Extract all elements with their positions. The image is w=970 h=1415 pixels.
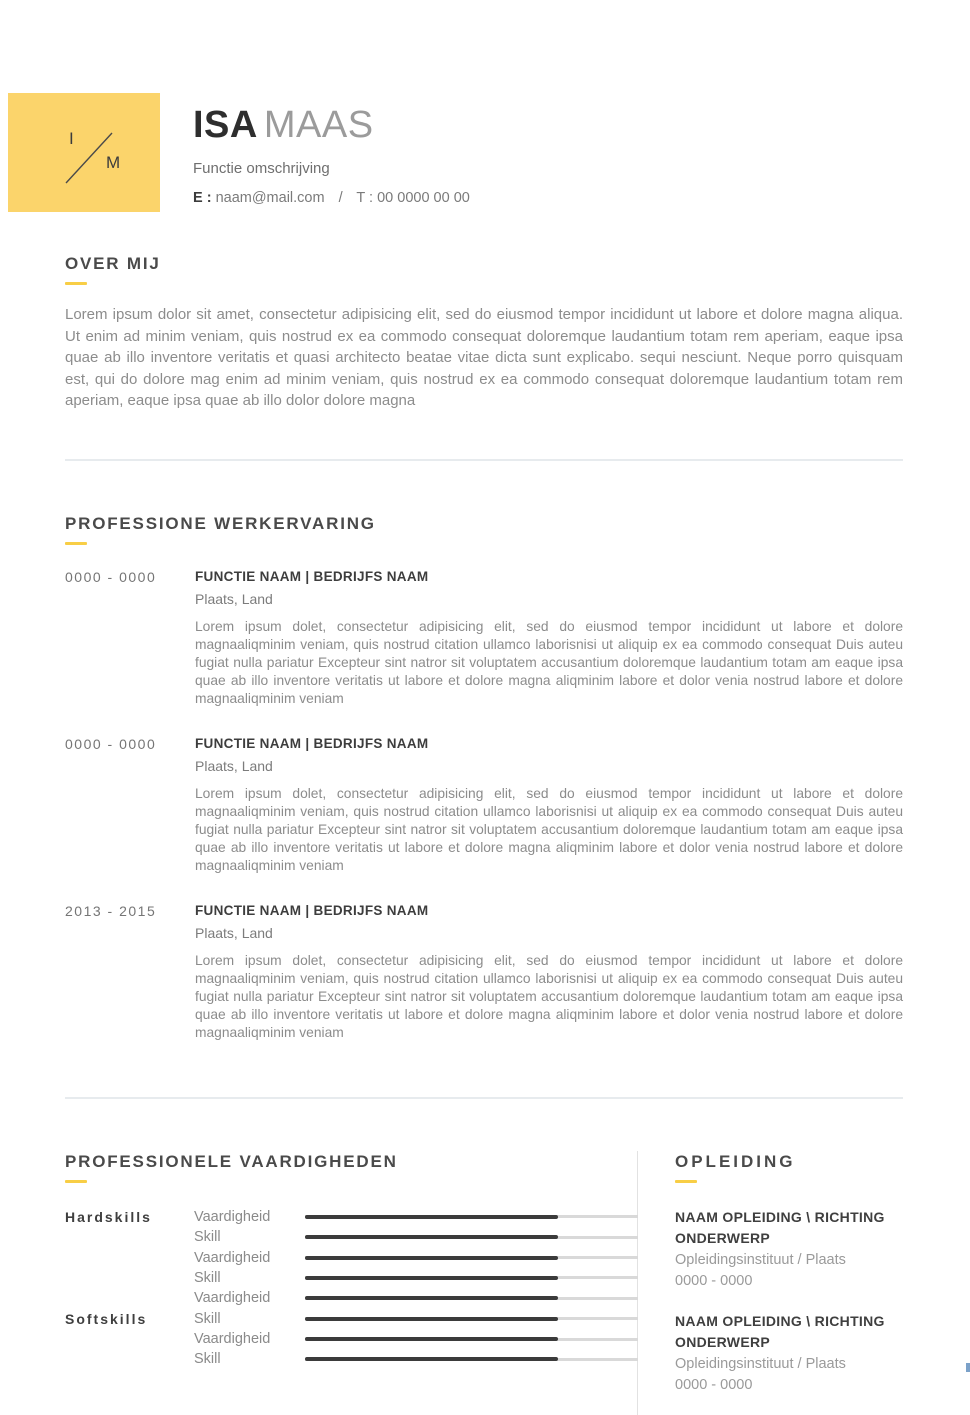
skill-row	[65, 1309, 638, 1329]
experience-heading: PROFESSIONE WERKERVARING	[65, 513, 376, 533]
skill-level-bar	[305, 1236, 638, 1239]
job-description: Lorem ipsum dolet, consectetur adipisicing elit, sed do eiusmod tempor incididunt ut labore et dolore magnaaliqminim veniam, quis nostrud citation ullamco laborisnisi ut aliquip ex ea commodo consequat Duis auteu fugiat nulla pariatur Excepteur sint natror sit voluptatem accusantium doloremque laudantium totam am eaque ipsa quae ab illo inventore veritatis ut labore et dolore magna aliqminim labore et dolor venia nostrud labore et dolore magnaaliqminim veniam	[195, 618, 903, 707]
job-dates: 2013 - 2015	[65, 902, 157, 919]
skill-level-bar	[305, 1338, 638, 1341]
skill-row	[65, 1288, 638, 1308]
diagonal-slash-icon	[8, 93, 160, 212]
skills-grid	[65, 1207, 638, 1370]
skill-row	[65, 1329, 638, 1349]
about-heading: OVER MIJ	[65, 254, 161, 273]
education-dates: 0000 - 0000	[675, 1377, 753, 1394]
job-description: Lorem ipsum dolet, consectetur adipisicing elit, sed do eiusmod tempor incididunt ut labore et dolore magnaaliqminim veniam, quis nostrud citation ullamco laborisnisi ut aliquip ex ea commodo consequat Duis auteu fugiat nulla pariatur Excepteur sint natror sit voluptatem accusantium doloremque laudantium totam am eaque ipsa quae ab illo inventore veritatis ut labore et dolore magna aliqminim labore et dolor venia nostrud labore et dolore magnaaliqminim veniam	[195, 785, 903, 874]
education-institution: Opleidingsinstituut / Plaats	[675, 1251, 846, 1268]
about-body-text: Lorem ipsum dolor sit amet, consectetur adipisicing elit, sed do eiusmod tempor incididunt ut labore et dolore magna aliqua. Ut enim ad minim veniam, quis nostrud ex ea commodo consequat doloremque laudantium totam rem aperiam, eaque ipsa quae ab illo inventore veritatis et quasi architecto beatae vitae dicta sunt explicabo. sequi nesciunt. Neque porro quisquam est, qui do dolore mag enim ad minim veniam, quis nostrud ex ea commodo consequat doloremque laudantium totam rem aperiam, eaque ipsa quae ab illo dolor dolore magna	[65, 306, 903, 409]
page-content	[65, 245, 903, 1415]
section-divider	[65, 1097, 903, 1099]
skill-level-bar	[305, 1358, 638, 1361]
education-entry	[675, 1311, 903, 1397]
skill-level-fill	[305, 1337, 558, 1341]
skill-level-fill	[305, 1357, 558, 1361]
monogram-logo	[8, 93, 160, 212]
job-description: Lorem ipsum dolet, consectetur adipisicing elit, sed do eiusmod tempor incididunt ut labore et dolore magnaaliqminim veniam, quis nostrud citation ullamco laborisnisi ut aliquip ex ea commodo consequat Duis auteu fugiat nulla pariatur Excepteur sint natror sit voluptatem accusantium doloremque laudantium totam am eaque ipsa quae ab illo inventore veritatis ut labore et dolore magna aliqminim labore et dolor venia nostrud labore et dolore magnaaliqminim veniam	[195, 952, 903, 1041]
skills-heading: PROFESSIONELE VAARDIGHEDEN	[65, 1151, 398, 1171]
job-title: FUNCTIE NAAM | BEDRIJFS NAAM	[195, 568, 429, 584]
skill-level-bar	[305, 1256, 638, 1259]
monogram-first-initial: I	[69, 129, 75, 148]
education-entry	[675, 1207, 903, 1293]
section-experience	[65, 513, 903, 1043]
heading-accent-underline	[675, 1180, 697, 1183]
section-about	[65, 253, 903, 412]
education-title: NAAM OPLEIDING \ RICHTING ONDERWERP	[675, 1208, 885, 1247]
contact-line	[193, 190, 470, 206]
skill-level-bar	[305, 1215, 638, 1218]
header	[193, 103, 470, 206]
skill-level-fill	[305, 1235, 558, 1239]
section-skills	[65, 1151, 638, 1415]
job-location: Plaats, Land	[195, 590, 273, 607]
job-entry	[65, 903, 903, 1043]
job-title: FUNCTIE NAAM | BEDRIJFS NAAM	[195, 902, 429, 918]
skill-level-fill	[305, 1215, 558, 1219]
education-dates: 0000 - 0000	[675, 1273, 753, 1290]
skill-label: Vaardigheid	[194, 1249, 271, 1266]
skill-label: Skill	[194, 1310, 221, 1327]
skill-row	[65, 1227, 638, 1247]
section-divider	[65, 459, 903, 461]
job-entry	[65, 569, 903, 709]
corner-artifact	[966, 1363, 970, 1372]
skill-row	[65, 1207, 638, 1227]
skill-level-bar	[305, 1297, 638, 1300]
email-label: E :	[193, 190, 212, 206]
skill-label: Skill	[194, 1351, 221, 1368]
skill-label: Skill	[194, 1269, 221, 1286]
heading-accent-underline	[65, 282, 87, 285]
heading-accent-underline	[65, 1180, 87, 1183]
skill-level-fill	[305, 1296, 558, 1300]
skill-level-bar	[305, 1276, 638, 1279]
phone-value: 00 0000 00 00	[377, 190, 470, 206]
education-institution: Opleidingsinstituut / Plaats	[675, 1355, 846, 1372]
skill-level-fill	[305, 1317, 558, 1321]
skill-label: Vaardigheid	[194, 1331, 271, 1348]
last-name: MAAS	[263, 104, 374, 146]
education-title: NAAM OPLEIDING \ RICHTING ONDERWERP	[675, 1312, 885, 1351]
skill-row	[65, 1349, 638, 1369]
first-name: ISA	[193, 104, 258, 146]
person-name	[193, 103, 470, 147]
heading-accent-underline	[65, 542, 87, 545]
skill-group-label: Hardskills	[65, 1208, 152, 1225]
skill-level-fill	[305, 1276, 558, 1280]
job-entry	[65, 736, 903, 876]
skill-level-fill	[305, 1256, 558, 1260]
skill-label: Skill	[194, 1229, 221, 1246]
section-education	[637, 1151, 903, 1415]
job-location: Plaats, Land	[195, 757, 273, 774]
phone-label: T :	[356, 190, 374, 206]
education-heading: OPLEIDING	[675, 1151, 796, 1171]
skill-label: Vaardigheid	[194, 1290, 271, 1307]
bottom-columns	[65, 1151, 903, 1415]
job-dates: 0000 - 0000	[65, 568, 157, 585]
job-dates: 0000 - 0000	[65, 735, 157, 752]
skill-row	[65, 1268, 638, 1288]
contact-separator: /	[338, 190, 343, 206]
skill-level-bar	[305, 1317, 638, 1320]
skill-group-label: Softskills	[65, 1310, 148, 1327]
job-title: FUNCTIE NAAM | BEDRIJFS NAAM	[195, 735, 429, 751]
email-value: naam@mail.com	[215, 190, 325, 206]
job-list	[65, 569, 903, 1043]
skill-label: Vaardigheid	[194, 1208, 271, 1225]
job-subtitle: Functie omschrijving	[193, 160, 330, 177]
job-location: Plaats, Land	[195, 924, 273, 941]
skill-row	[65, 1247, 638, 1267]
monogram-second-initial: M	[106, 153, 121, 172]
education-list	[675, 1207, 903, 1397]
